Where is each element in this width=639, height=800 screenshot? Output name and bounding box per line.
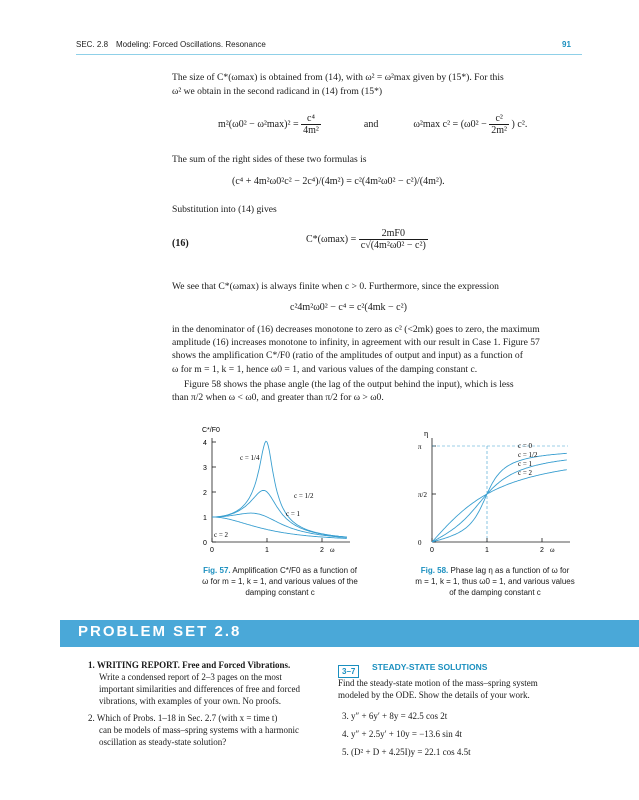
- fig58-legend: [518, 442, 538, 477]
- main-paragraph-line: ω for m = 1, k = 1, hence ω0 = 1, and various values of the damping constant c.: [172, 363, 478, 375]
- eq-a-num: c⁴: [301, 113, 321, 125]
- fig57-y-tick-label: 1: [203, 515, 207, 522]
- main-paragraph-line: shows the amplification C*/F0 (ratio of the amplitudes of output and input) as a function of: [172, 350, 523, 362]
- steady-state-title: STEADY-STATE SOLUTIONS: [372, 662, 488, 672]
- fig58-x-tick-label: 2: [540, 547, 544, 554]
- equation-b: (c⁴ + 4m²ω0²c² − 2c⁴)/(4m²) = c²(4m²ω0² − c²)/(4m²).: [232, 176, 445, 187]
- fig57-x-tick-label: 1: [265, 547, 269, 554]
- fig58-y-label: η: [424, 429, 429, 438]
- eq-a-right-den: 2m²: [491, 125, 508, 136]
- fig58-y-tick-label: 0: [418, 539, 422, 547]
- substitution-text: Substitution into (14) gives: [172, 204, 277, 215]
- fig58-caption-line1: Phase lag η as a function of ω for: [450, 566, 570, 575]
- figure-57-chart: [190, 418, 360, 563]
- fig58-paragraph: [172, 378, 582, 404]
- fig58-curve: [432, 453, 567, 542]
- main-paragraph-line: in the denominator of (16) decreases monotone to zero as c² (<2mk) goes to zero, the maximum: [172, 324, 540, 335]
- problem-items: [342, 707, 592, 761]
- steady-state-text: [338, 677, 588, 701]
- problem-1-head: 1. WRITING REPORT. Free and Forced Vibrations.: [88, 660, 291, 670]
- fig58-y-tick-label: π/2: [418, 491, 427, 499]
- fig58-legend-entry: c = 1: [518, 460, 533, 468]
- problem-2-line: can be models of mass–spring systems with a harmonic: [99, 725, 299, 735]
- fig57-y-label: C*/F0: [202, 427, 220, 434]
- eq-a-right-lhs: ω²max c² =: [413, 118, 459, 130]
- main-paragraph: [172, 323, 582, 376]
- fig58-caption-line3: of the damping constant c: [449, 588, 541, 597]
- problem-1-line: important similarities and differences of free and forced: [99, 684, 301, 694]
- fig58-x-tick-label: 1: [485, 547, 489, 554]
- problem-item: 4. y″ + 2.5y′ + 10y = −13.6 sin 4t: [342, 729, 463, 739]
- curve-label-one: c = 1: [286, 510, 301, 518]
- fig57-caption: [190, 565, 370, 598]
- fig57-y-tick-label: 4: [203, 440, 207, 447]
- eq-a-and: and: [363, 118, 379, 130]
- steady-state-line: modeled by the ODE. Show the details of your work.: [338, 690, 530, 700]
- eq-a-den: 4m²: [303, 125, 319, 136]
- equation-a: [218, 113, 527, 136]
- fig58-legend-entry: c = 2: [518, 469, 533, 477]
- fig58-x-label: ω: [550, 546, 555, 554]
- intro-line-1: The size of C*(ωmax) is obtained from (14), with ω² = ω²max given by (15*). For this: [172, 72, 504, 83]
- main-paragraph-line: amplitude (16) increases monotone to infinity, in agreement with our result in Case 1. Figure 57: [172, 337, 540, 349]
- eq-a-right-tail: ) c².: [511, 118, 528, 130]
- fig58-legend-entry: c = 1/2: [518, 451, 538, 459]
- eq16-label: (16): [172, 238, 189, 249]
- equation-16: [306, 228, 428, 251]
- fig57-y-tick-label: 2: [203, 490, 207, 497]
- fig57-caption-line2: ω for m = 1, k = 1, and various values of the: [202, 577, 358, 586]
- fig58-paragraph-line: than π/2 when ω < ω0, and greater than π/2 for ω > ω0.: [172, 392, 384, 404]
- problem-2-head: 2. Which of Probs. 1–18 in Sec. 2.7 (with x = time t): [88, 713, 278, 723]
- problem-1: [88, 659, 324, 707]
- curve-label-quarter: c = 1/4: [240, 454, 260, 462]
- sum-text: The sum of the right sides of these two formulas is: [172, 154, 367, 165]
- fig57-x-tick-label: 0: [210, 547, 214, 554]
- steady-state-line: Find the steady-state motion of the mass–spring system: [338, 678, 538, 688]
- fig57-caption-label: Fig. 57.: [203, 566, 231, 575]
- fig58-legend-entry: c = 0: [518, 442, 533, 450]
- problem-1-line: Write a condensed report of 2–3 pages on the most: [99, 672, 282, 682]
- equation-c: c²4m²ω0² − c⁴ = c²(4mk − c²): [290, 302, 407, 313]
- fig57-caption-line3: damping constant c: [245, 588, 315, 597]
- eq-a-right-paren: (ω0² −: [460, 118, 487, 130]
- fig57-caption-line1: Amplification C*/F0 as a function of: [232, 566, 357, 575]
- fig57-curve: [212, 513, 347, 537]
- header-title: Modeling: Forced Oscillations. Resonance: [116, 40, 266, 49]
- fig58-curve: [432, 460, 567, 542]
- problem-range-tag: 3–7: [338, 665, 359, 678]
- intro-line-2: ω² we obtain in the second radicand in (14) from (15*): [172, 86, 383, 97]
- eq16-fraction: [359, 228, 428, 251]
- eq-a-left: m²(ω0² − ω²max)² =: [218, 118, 299, 130]
- curve-label-half: c = 1/2: [294, 492, 314, 500]
- problem-item: 5. (D² + D + 4.25I)y = 22.1 cos 4.5t: [342, 747, 471, 757]
- figure-58-chart: [410, 418, 580, 563]
- eq16-den: c√(4m²ω0² − c²): [360, 240, 426, 251]
- fig58-curves: [432, 453, 567, 542]
- problem-item: 3. y″ + 6y′ + 8y = 42.5 cos 2t: [342, 711, 448, 721]
- fig58-x-tick-label: 0: [430, 547, 434, 554]
- eq16-num: 2mF0: [359, 228, 428, 240]
- fig58-caption-line2: m = 1, k = 1, thus ω0 = 1, and various values: [415, 577, 575, 586]
- finite-text: We see that C*(ωmax) is always finite when c > 0. Furthermore, since the expression: [172, 281, 499, 292]
- fig57-y-tick-label: 3: [203, 465, 207, 472]
- fig58-paragraph-line: Figure 58 shows the phase angle (the lag of the output behind the input), which is less: [184, 379, 514, 390]
- fig57-y-tick-label: 0: [203, 540, 207, 547]
- fig57-curve: [212, 490, 347, 537]
- problem-set-title: PROBLEM SET 2.8: [78, 623, 242, 640]
- eq-a-right-fraction: [489, 113, 509, 136]
- page-number: 91: [562, 40, 571, 49]
- fig58-curve: [432, 470, 567, 542]
- header-section: SEC. 2.8: [76, 40, 109, 49]
- fig57-x-tick-label: 2: [320, 547, 324, 554]
- eq16-lhs: C*(ωmax) =: [306, 233, 357, 245]
- fig58-caption-label: Fig. 58.: [420, 566, 449, 575]
- fig58-caption: [400, 565, 590, 598]
- fig58-y-tick-label: π: [418, 443, 422, 451]
- eq-a-right-num: c²: [489, 113, 509, 125]
- problem-2: [88, 712, 324, 748]
- eq-a-fraction: [301, 113, 321, 136]
- header-rule: [76, 54, 582, 55]
- fig57-x-label: ω: [330, 546, 335, 554]
- curve-label-two: c = 2: [214, 531, 229, 539]
- problem-1-line: vibrations, with examples of your own. No proofs.: [99, 696, 281, 706]
- fig57-curves: [212, 441, 347, 538]
- problem-2-line: oscillation as steady-state solution?: [99, 737, 227, 747]
